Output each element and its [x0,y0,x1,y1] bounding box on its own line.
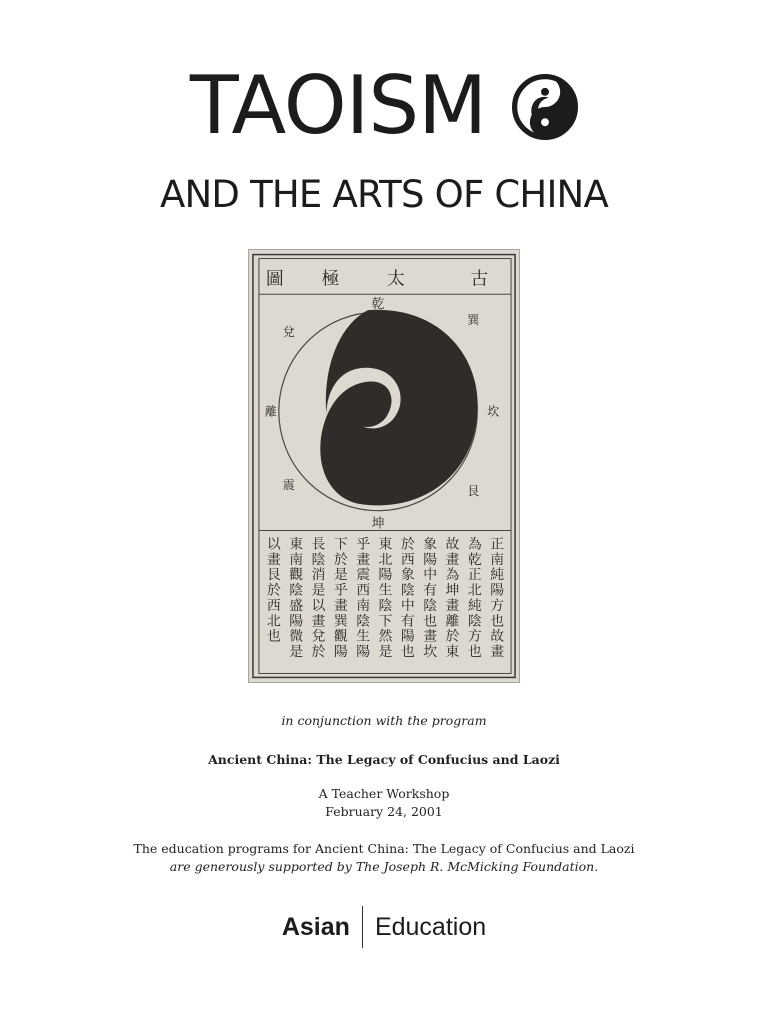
woodblock-right-char: 坎 [487,404,500,419]
conjunction-note: in conjunction with the program [281,713,487,728]
woodblock-heading-char: 太 [386,268,405,290]
woodblock-heading-char: 極 [321,268,340,290]
page-title: TAOISM [189,59,487,152]
woodblock-text-column: 東南觀陰盛陽微是 [289,536,304,661]
woodblock-top-char: 乾 [371,297,385,313]
woodblock-text-column: 以畫艮於西北也 [266,536,281,645]
asian-education-logo [0,906,768,948]
woodblock-heading-char: 圖 [265,268,284,290]
woodblock-print [248,249,520,683]
woodblock-right-char: 巽 [467,313,480,328]
workshop-label: A Teacher Workshop [318,786,450,801]
woodblock-text-column: 乎畫震西南陰生陽 [356,536,371,661]
woodblock-text-column: 東北陽生陰下然是 [378,536,393,661]
support-line-2: are generously supported by The Joseph R. McMicking Foundation. [169,859,599,874]
woodblock-text-column: 為乾正北純陰方也 [467,536,482,661]
woodblock-left-char: 兌 [282,324,295,339]
woodblock-text-columns [267,535,504,660]
logo-education: Education [374,912,487,941]
program-title: Ancient China: The Legacy of Confucius and Laozi [208,752,560,767]
woodblock-text-column: 象陽中有陰也畫坎 [423,536,438,661]
woodblock-left-char: 離 [264,404,277,419]
woodblock-text-column: 長陰消是以畫兌於 [311,536,326,661]
woodblock-text-column: 故畫為坤畫離於東 [445,536,460,661]
woodblock-text-column: 於西象陰中有陽也 [400,536,415,661]
woodblock-right-char: 艮 [467,483,480,498]
page-subtitle: AND THE ARTS OF CHINA [160,173,608,216]
yin-yang-icon [512,74,578,140]
workshop-date: February 24, 2001 [325,804,443,819]
woodblock-text-column: 下於是乎畫巽觀陽 [333,536,348,661]
title-row [0,59,768,152]
woodblock-left-char: 震 [282,477,295,492]
woodblock-bottom-char: 坤 [371,516,385,532]
logo-asian: Asian [281,912,350,941]
logo-divider [362,906,363,948]
woodblock-heading-char: 古 [470,268,489,290]
support-line-1: The education programs for Ancient China: The Legacy of Confucius and Laozi [133,841,635,856]
woodblock-illustration [249,250,519,682]
woodblock-text-column: 正南純陽方也故畫 [490,536,505,661]
